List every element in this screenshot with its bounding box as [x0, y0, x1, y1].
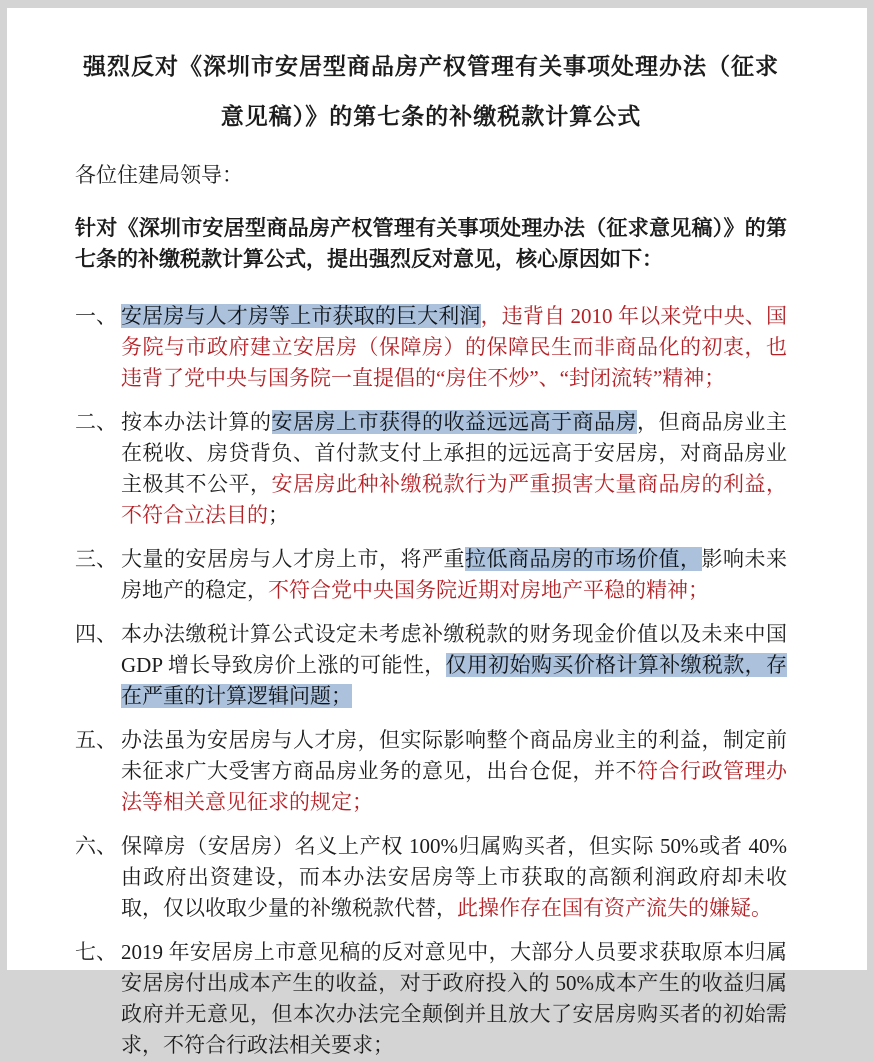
- item-number: 三、: [75, 547, 117, 571]
- objection-list: [75, 301, 787, 1061]
- document-page: [7, 8, 867, 1057]
- list-item-4: [75, 619, 787, 712]
- item-number: 一、: [75, 304, 117, 328]
- text-run-red: 符合行政管理办法等相关意见征求的规定；: [121, 759, 787, 814]
- list-item-6: [75, 831, 787, 924]
- intro-paragraph: 针对《深圳市安居型商品房产权管理有关事项处理办法（征求意见稿）》的第七条的补缴税款计算公式，提出强烈反对意见，核心原因如下：: [75, 216, 787, 271]
- list-item-2: [75, 407, 787, 531]
- item-text: [121, 407, 787, 531]
- item-number: 六、: [75, 834, 117, 858]
- item-text: [121, 619, 787, 712]
- salutation: 各位住建局领导：: [75, 163, 243, 187]
- text-run-normal: 办法虽为安居房与人才房，但实际影响整个商品房业主的利益，制定前未征求广大受害方商品房业务的意见，出台仓促，并不: [121, 728, 787, 783]
- text-run-normal: 2019 年安居房上市意见稿的反对意见中，大部分人员要求获取原本归属安居房付出成本产生的收益，对于政府投入的 50%成本产生的收益归属政府并无意见，但本次办法完全颠倒并且放大了安居房购买者的初始需求，不符合行政法相关要求；: [121, 940, 787, 1057]
- text-run-red: 此操作存在国有资产流失的嫌疑。: [457, 896, 772, 920]
- text-run-red: 安居房此种补缴税款行为严重损害大量商品房的利益，不符合立法目的: [121, 472, 787, 527]
- item-number: 四、: [75, 622, 117, 646]
- list-item-5: [75, 725, 787, 818]
- list-item-1: [75, 301, 787, 394]
- item-text: [121, 937, 787, 1061]
- title-line-2: 意见稿）》的第七条的补缴税款计算公式: [220, 104, 642, 129]
- item-text: [121, 301, 787, 394]
- item-number: 二、: [75, 410, 117, 434]
- text-run-highlight: 安居房上市获得的收益远远高于商品房: [271, 410, 637, 434]
- document-title: [75, 42, 787, 142]
- text-run-highlight: 仅用初始购买价格计算补缴税款，存在严重的计算逻辑问题；: [121, 653, 788, 708]
- item-text: [121, 544, 787, 606]
- text-run-normal: 保障房（安居房）名义上产权 100%归属购买者，但实际 50%或者 40%由政府出资建设，而本办法安居房等上市获取的高额利润政府却未收取，仅以收取少量的补缴税款代替，: [121, 834, 787, 920]
- title-line-1: 强烈反对《深圳市安居型商品房产权管理有关事项处理办法（征求: [83, 54, 779, 79]
- item-text: [121, 725, 787, 818]
- text-run-normal: 影响未来房地产的稳定，: [121, 547, 787, 602]
- text-run-normal: 大量的安居房与人才房上市，将严重: [121, 547, 465, 571]
- text-run-highlight: 安居房与人才房等上市获取的巨大利润: [121, 304, 481, 328]
- text-run-normal: 本办法缴税计算公式设定未考虑补缴税款的财务现金价值以及未来中国 GDP 增长导致房价上涨的可能性，: [121, 622, 787, 677]
- list-item-7: [75, 937, 787, 1061]
- text-run-normal: ，但商品房业主在税收、房贷背负、首付款支付上承担的远远高于安居房，对商品房业主极其不公平，: [121, 410, 787, 496]
- item-number: 七、: [75, 940, 117, 964]
- item-number: 五、: [75, 728, 117, 752]
- list-item-3: [75, 544, 787, 606]
- text-run-highlight: 拉低商品房的市场价值，: [465, 547, 702, 571]
- text-run-normal: 按本办法计算的: [121, 410, 272, 434]
- item-text: [121, 831, 787, 924]
- text-run-red: ，违背自 2010 年以来党中央、国务院与市政府建立安居房（保障房）的保障民生而非商品化的初衷，也违背了党中央与国务院一直提倡的“房住不炒”、“封闭流转”精神；: [121, 304, 788, 390]
- text-run-red: 不符合党中央国务院近期对房地产平稳的精神；: [268, 578, 709, 602]
- text-run-normal: ；: [268, 503, 289, 527]
